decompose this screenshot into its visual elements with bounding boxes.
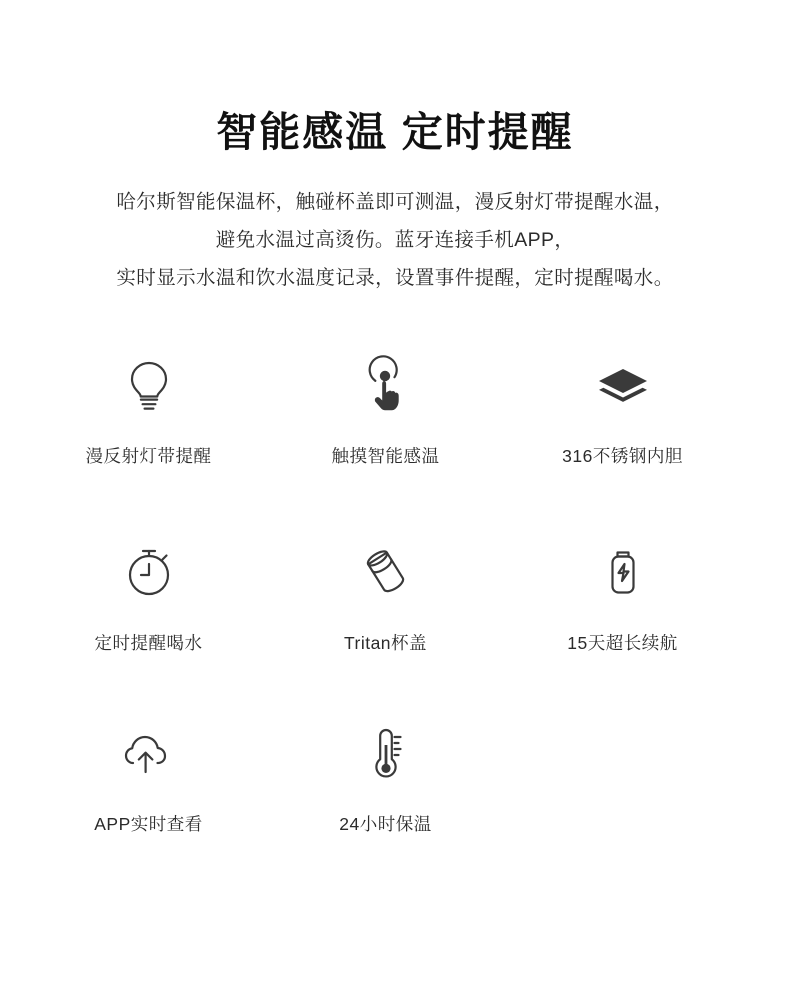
feature-item-stopwatch [30,536,267,655]
feature-item-cup-lid [267,536,504,655]
description-line-3: 实时显示水温和饮水温度记录，设置事件提醒，定时提醒喝水。 [116,267,674,290]
feature-grid [30,349,760,836]
feature-row [30,717,760,836]
feature-label: 定时提醒喝水 [94,633,203,654]
feature-item-touch [267,349,504,468]
battery-icon [591,536,655,608]
feature-item-lightbulb [30,349,267,468]
description-line-1: 哈尔斯智能保温杯，触碰杯盖即可测温，漫反射灯带提醒水温， [116,191,674,214]
feature-item-cloud-upload [30,717,267,836]
feature-item-layers [504,349,741,468]
stopwatch-icon [117,536,181,608]
lightbulb-icon [117,349,181,421]
feature-row [30,349,760,468]
feature-row [30,536,760,655]
product-description [30,157,760,297]
thermometer-icon [354,717,418,789]
page-title: 智能感温 定时提醒 [216,109,574,155]
feature-label: 漫反射灯带提醒 [85,446,212,467]
feature-label: 15天超长续航 [567,633,678,654]
cloud-upload-icon [117,717,181,789]
feature-label: Tritan杯盖 [343,633,428,654]
feature-item-battery [504,536,741,655]
feature-label: 24小时保温 [339,814,432,835]
touch-hand-icon [354,349,418,421]
feature-label: APP实时查看 [94,814,203,835]
feature-label: 触摸智能感温 [331,446,440,467]
cup-lid-icon [354,536,418,608]
feature-label: 316不锈钢内胆 [562,446,683,467]
layers-icon [591,349,655,421]
feature-item-thermometer [267,717,504,836]
description-line-2: 避免水温过高烫伤。蓝牙连接手机APP， [215,229,575,252]
